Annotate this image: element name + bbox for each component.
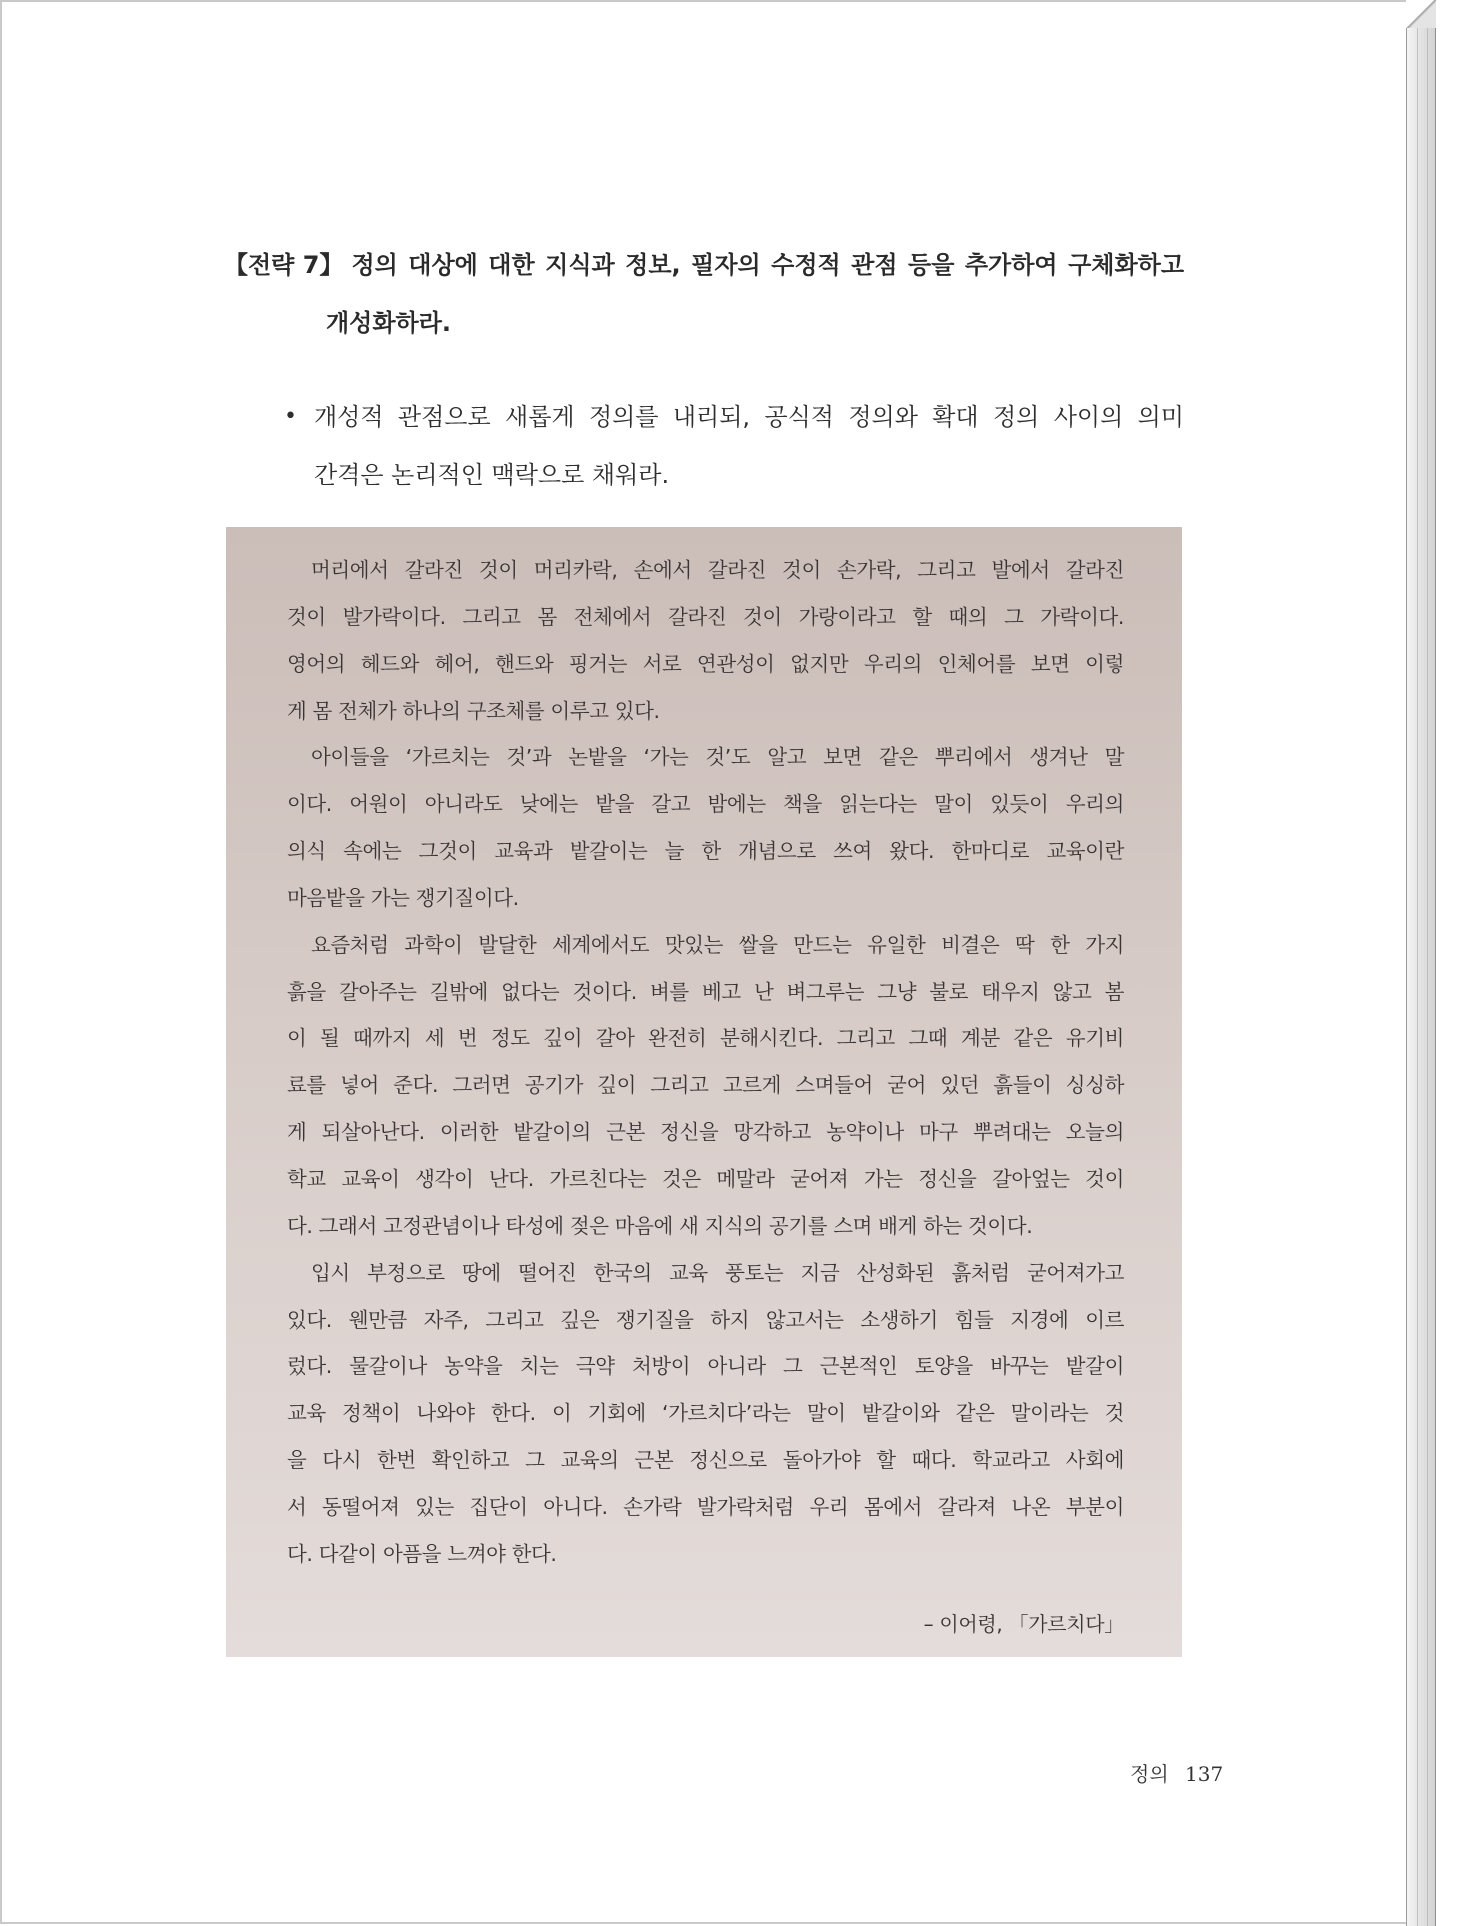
quote-line: 입시 부정으로 땅에 떨어진 한국의 교육 풍토는 지금 산성화된 흙처럼 굳어져가고 [311,1260,1124,1285]
quote-source: – 이어령, 「가르치다」 [923,1612,1124,1636]
quote-line: 이다. 어원이 아니라도 낮에는 밭을 갈고 밤에는 책을 읽는다는 말이 있듯이 우리의 [287,792,1124,817]
strategy-heading [224,236,1184,352]
quote-line: 다. 그래서 고정관념이나 타성에 젖은 마음에 새 지식의 공기를 스며 배게 하는 것이다. [287,1213,1033,1238]
quote-line: 교육 정책이 나와야 한다. 이 기회에 ‘가르치다’라는 말이 밭갈이와 같은 말이라는 것 [287,1401,1124,1426]
quotation-box [226,527,1182,1657]
bullet-row [284,388,1184,446]
strategy-label: 【전략 7】 [224,251,344,279]
bullet-line-2: 간격은 논리적인 맥락으로 채워라. [314,461,670,489]
page-footer [1130,1758,1223,1787]
quote-line: 을 다시 한번 확인하고 그 교육의 근본 정신으로 돌아가야 할 때다. 학교라고 사회에 [287,1448,1124,1473]
quote-line: 의식 속에는 그것이 교육과 밭갈이는 늘 한 개념으로 쓰여 왔다. 한마디로 교육이란 [287,839,1124,864]
quote-line: 게 되살아난다. 이러한 밭갈이의 근본 정신을 망각하고 농약이나 마구 뿌려대는 오늘의 [287,1120,1124,1145]
quote-line: 아이들을 ‘가르치는 것’과 논밭을 ‘가는 것’도 알고 보면 같은 뿌리에서 생겨난 말 [311,745,1124,770]
page-number: 137 [1185,1762,1224,1786]
bullet-line-1: 개성적 관점으로 새롭게 정의를 내리되, 공식적 정의와 확대 정의 사이의 의미 [314,403,1184,431]
bullet-marker: • [284,404,297,429]
book-page-edges [1406,0,1436,1926]
quote-line: 이 될 때까지 세 번 정도 깊이 갈아 완전히 분해시킨다. 그리고 그때 계분 같은 유기비 [287,1026,1124,1051]
strategy-line-2: 개성화하라. [326,309,452,337]
quote-line: 영어의 헤드와 헤어, 핸드와 핑거는 서로 연관성이 없지만 우리의 인체어를 보면 이렇 [287,651,1124,676]
bullet-point [284,388,1184,504]
page-corner-fold [1406,0,1436,28]
quote-line: 머리에서 갈라진 것이 머리카락, 손에서 갈라진 것이 손가락, 그리고 발에서 갈라진 [311,558,1124,582]
quote-line: 학교 교육이 생각이 난다. 가르친다는 것은 메말라 굳어져 가는 정신을 갈아엎는 것이 [287,1166,1124,1191]
strategy-line-1: 정의 대상에 대한 지식과 정보, 필자의 수정적 관점 등을 추가하여 구체화하고 [351,251,1184,279]
strategy-row [224,236,1184,294]
quote-line: 료를 넣어 준다. 그러면 공기가 깊이 그리고 고르게 스며들어 굳어 있던 흙들이 싱싱하 [287,1073,1124,1098]
quote-line: 흙을 갈아주는 길밖에 없다는 것이다. 벼를 베고 난 벼그루는 그냥 불로 태우지 않고 봄 [287,979,1124,1004]
footer-section-title: 정의 [1130,1762,1169,1786]
quote-line: 마음밭을 가는 쟁기질이다. [287,885,519,910]
quote-line: 서 동떨어져 있는 집단이 아니다. 손가락 발가락처럼 우리 몸에서 갈라져 나온 부분이 [287,1494,1124,1519]
quote-line: 렀다. 물갈이나 농약을 치는 극약 처방이 아니라 그 근본적인 토양을 바꾸는 밭갈이 [287,1354,1124,1379]
quote-line: 것이 발가락이다. 그리고 몸 전체에서 갈라진 것이 가랑이라고 할 때의 그 가락이다. [287,604,1124,629]
quote-line: 요즘처럼 과학이 발달한 세계에서도 맛있는 쌀을 만드는 유일한 비결은 딱 한 가지 [311,932,1124,957]
quote-line: 게 몸 전체가 하나의 구조체를 이루고 있다. [287,698,660,723]
quote-line: 있다. 웬만큼 자주, 그리고 깊은 쟁기질을 하지 않고서는 소생하기 힘들 지경에 이르 [287,1307,1124,1332]
quote-line: 다. 다같이 아픔을 느껴야 한다. [287,1541,557,1566]
